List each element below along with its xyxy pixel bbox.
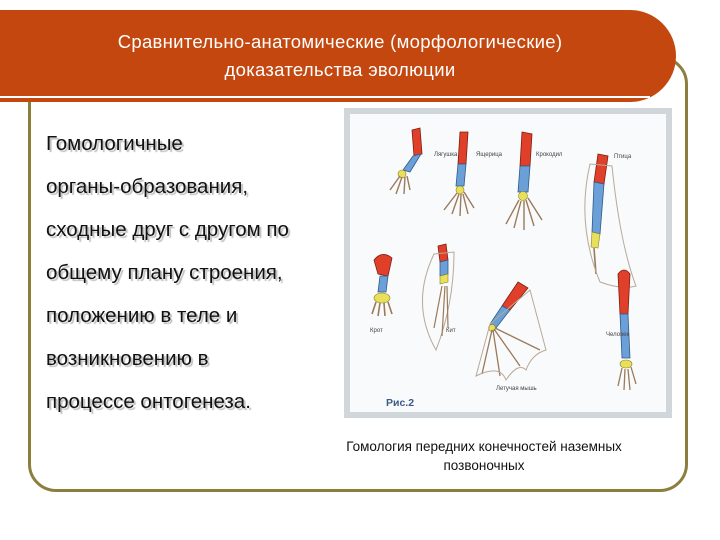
mole-limb [370, 254, 392, 334]
definition-text [46, 122, 346, 423]
title-line-1: Сравнительно-анатомические (морфологические) [117, 31, 563, 52]
slide-title [40, 28, 640, 84]
label-salamander: Лягушка [434, 152, 458, 158]
text-line: общему плану строения, [46, 261, 283, 284]
label-reptile: Ящерица [476, 152, 503, 158]
title-line-2: доказательства эволюции [224, 59, 456, 80]
caption-line-1: Гомология передних конечностей наземных [346, 439, 622, 454]
text-line: Гомологичные [46, 132, 183, 155]
bat-wing [476, 282, 546, 392]
label-whale: Кит [446, 328, 456, 334]
banner-underline [0, 96, 650, 98]
text-line: положению в теле и [46, 304, 238, 327]
text-line: процессе онтогенеза. [46, 390, 251, 413]
label-mole: Крот [370, 328, 383, 334]
limb-illustration [344, 108, 672, 418]
label-crocodile: Крокодил [536, 152, 563, 158]
figure-label: Рис.2 [386, 397, 415, 409]
salamander-limb [390, 128, 458, 194]
label-bird: Птица [614, 154, 632, 160]
text-line: возникновению в [46, 347, 209, 370]
reptile-limb [444, 132, 503, 216]
label-bat: Летучая мышь [496, 386, 537, 392]
caption-line-2: позвоночных [443, 458, 525, 473]
crocodile-limb [506, 132, 563, 230]
text-line: органы-образования, [46, 175, 249, 198]
label-human: Человек [606, 332, 630, 338]
human-arm [606, 270, 636, 390]
text-line: сходные друг с другом по [46, 218, 289, 241]
figure-caption [284, 437, 684, 475]
whale-flipper [422, 244, 455, 350]
limb-illustration-svg [350, 114, 666, 412]
bird-wing [585, 154, 636, 287]
